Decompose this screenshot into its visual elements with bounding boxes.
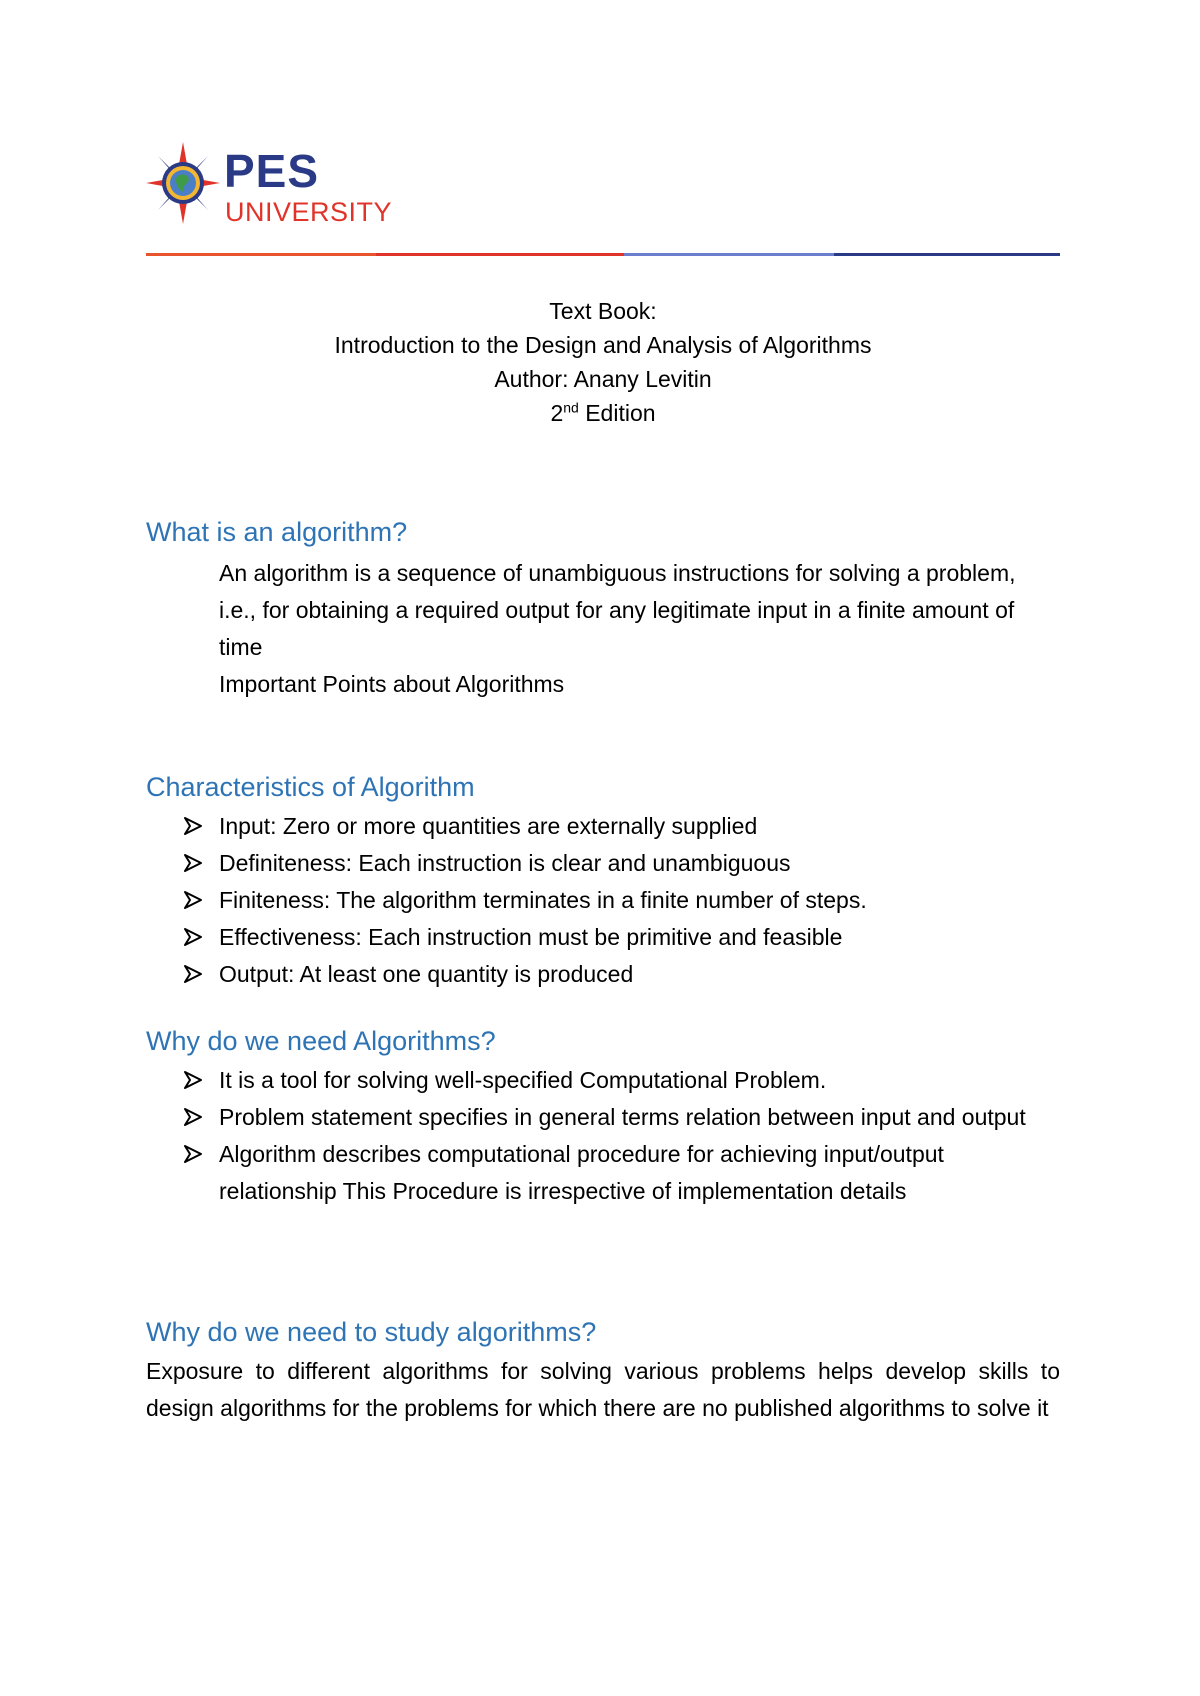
compass-emblem-icon [146,142,220,224]
body-line: i.e., for obtaining a required output for any legitimate input in a finite amount of time [219,597,1015,660]
edition-word: Edition [578,400,656,426]
list-item-text: Finiteness: The algorithm terminates in a finite number of steps. [219,887,867,913]
list-item-text: Effectiveness: Each instruction must be primitive and feasible [219,924,843,950]
heading-why-study-algorithms: Why do we need to study algorithms? [146,1317,597,1347]
list-item [182,1136,1060,1210]
list-item [182,1062,1060,1099]
header-divider [146,253,1060,256]
list-item [182,845,1060,882]
textbook-title: Introduction to the Design and Analysis of Algorithms [334,332,872,358]
logo-wordmark-pes: PES [224,145,320,197]
heading-what-is-algorithm: What is an algorithm? [146,517,408,547]
textbook-edition [146,396,1060,430]
arrow-bullet-icon [182,1069,204,1091]
list-item-text: It is a tool for solving well-specified Computational Problem. [219,1067,827,1093]
arrow-bullet-icon [182,889,204,911]
heading-why-need-algorithms: Why do we need Algorithms? [146,1026,496,1056]
arrow-bullet-icon [182,815,204,837]
arrow-bullet-icon [182,963,204,985]
list-item [182,956,1060,993]
heading-characteristics: Characteristics of Algorithm [146,772,475,802]
list-item [182,1099,1060,1136]
why-study-paragraph: Exposure to different algorithms for solving various problems helps develop skills to design algorithms for the problems for which there are no published algorithms to solve it [146,1358,1060,1421]
divider-segment-navy [834,253,1060,256]
body-line: Important Points about Algorithms [219,671,565,697]
logo-wordmark-university: UNIVERSITY [225,197,393,227]
list-item [182,808,1060,845]
list-item-text: Input: Zero or more quantities are externally supplied [219,813,758,839]
textbook-label: Text Book: [549,298,657,324]
list-item [182,882,1060,919]
divider-segment-red [376,253,624,256]
arrow-bullet-icon [182,852,204,874]
textbook-author: Author: Anany Levitin [494,366,712,392]
list-item-text: Algorithm describes computational procedure for achieving input/output relationship This Procedure is irrespective of implementation details [219,1141,944,1204]
edition-suffix: nd [563,399,579,416]
body-line: An algorithm is a sequence of unambiguous instructions for solving a problem, [219,560,1016,586]
characteristics-list [182,808,1060,993]
pes-university-logo [146,142,406,232]
why-need-list [182,1062,1060,1210]
divider-segment-blue [624,253,834,256]
arrow-bullet-icon [182,1143,204,1165]
edition-number: 2 [550,400,564,426]
textbook-info [146,294,1060,430]
arrow-bullet-icon [182,926,204,948]
list-item-text: Problem statement specifies in general terms relation between input and output [219,1104,1026,1130]
divider-segment-orange [146,253,376,256]
arrow-bullet-icon [182,1106,204,1128]
list-item [182,919,1060,956]
what-is-algorithm-body [219,555,1059,703]
list-item-text: Output: At least one quantity is produced [219,961,634,987]
list-item-text: Definiteness: Each instruction is clear and unambiguous [219,850,791,876]
